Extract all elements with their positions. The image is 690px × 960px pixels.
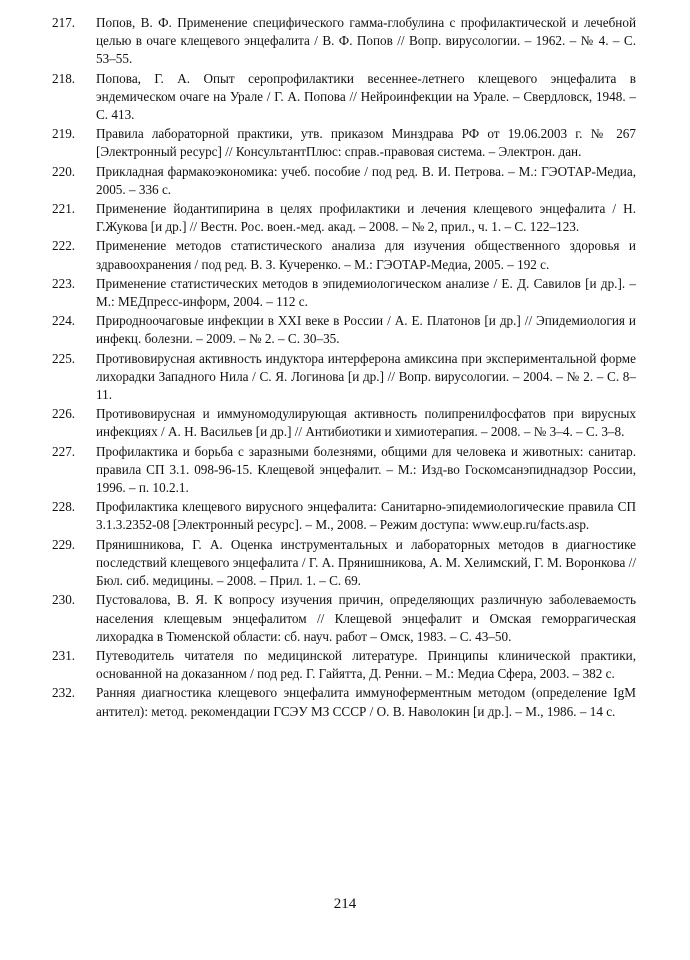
reference-text: Профилактика и борьба с заразными болезнями, общими для человека и животных: санитар. правила СП 3.1. 098-96-15. Клещевой энцефалит. – М.: Изд-во Госкомсанэпиднадзор России, 1996. – п. 10.2.1. (96, 443, 636, 496)
reference-item (52, 200, 636, 236)
reference-number: 229. (52, 536, 76, 552)
reference-item (52, 443, 636, 498)
reference-item (52, 14, 636, 69)
reference-item (52, 70, 636, 125)
reference-number: 225. (52, 350, 76, 366)
reference-text: Путеводитель читателя по медицинской литературе. Принципы клинической практики, основанной на доказанном / под ред. Г. Гайятта, Д. Ренни. – М.: Медиа Сфера, 2003. – 382 с. (96, 647, 636, 682)
reference-text: Природноочаговые инфекции в XXI веке в России / А. Е. Платонов [и др.] // Эпидемиология и инфекц. болезни. – 2009. – № 2. – С. 30–35. (96, 313, 636, 347)
reference-item (52, 237, 636, 273)
reference-list (52, 14, 636, 722)
reference-text: Попова, Г. А. Опыт серопрофилактики весеннее-летнего клещевого энцефалита в эндемическом очаге на Урале / Г. А. Попова // Нейроинфекции на Урале. – Свердловск, 1948. – С. 413. (96, 70, 636, 123)
reference-item (52, 275, 636, 311)
reference-number: 219. (52, 126, 76, 142)
reference-item (52, 647, 636, 683)
reference-item (52, 163, 636, 199)
reference-number: 227. (52, 443, 76, 459)
reference-number: 230. (52, 592, 76, 608)
reference-number: 223. (52, 275, 76, 291)
reference-number: 221. (52, 201, 76, 217)
reference-number: 217. (52, 15, 76, 30)
reference-text: Ранняя диагностика клещевого энцефалита иммуноферментным методом (определение IgM антител): метод. рекомендации ГСЭУ МЗ СССР / О. В. Наволокин [и др.]. – М., 1986. – 14 с. (96, 685, 636, 719)
reference-text: Прикладная фармакоэкономика: учеб. пособие / под ред. В. И. Петрова. – М.: ГЭОТАР-Медиа, 2005. – 336 с. (96, 163, 636, 197)
reference-text: Противовирусная и иммуномодулирующая активность полипренилфосфатов при вирусных инфекциях / А. Н. Васильев [и др.] // Антибиотики и химиотерапия. – 2008. – № 3–4. – С. 3–8. (96, 406, 636, 440)
reference-number: 220. (52, 163, 76, 179)
reference-item (52, 350, 636, 405)
reference-number: 226. (52, 406, 76, 422)
reference-text: Профилактика клещевого вирусного энцефалита: Санитарно-эпидемиологические правила СП 3.1.3.2352-08 [Электронный ресурс]. – М., 2008. – Режим доступа: www.eup.ru/facts.asp. (96, 499, 636, 533)
reference-item (52, 684, 636, 720)
reference-text: Применение йодантипирина в целях профилактики и лечения клещевого энцефалита / Н. Г.Жукова [и др.] // Вестн. Рос. воен.-мед. акад. – 2008. – № 2, прил., ч. 1. – С. 122–123. (96, 201, 636, 235)
reference-item (52, 536, 636, 591)
reference-item (52, 312, 636, 348)
reference-text: Применение статистических методов в эпидемиологическом анализе / Е. Д. Савилов [и др.]. – М.: МЕДпресс-информ, 2004. – 112 с. (96, 275, 636, 310)
reference-number: 231. (52, 647, 76, 663)
reference-item (52, 591, 636, 646)
reference-number: 222. (52, 238, 76, 254)
reference-number: 232. (52, 685, 76, 701)
reference-item (52, 498, 636, 534)
reference-number: 228. (52, 499, 76, 515)
reference-number: 218. (52, 70, 76, 86)
reference-text: Противовирусная активность индуктора интерферона амиксина при экспериментальной форме лихорадки Западного Нила / С. Я. Логинова [и др.] // Вопр. вирусологии. – 2004. – № 2. – С. 8–11. (96, 350, 636, 403)
reference-item (52, 125, 636, 161)
reference-text: Применение методов статистического анализа для изучения общественного здоровья и здравоохранения / под ред. В. З. Кучеренко. – М.: ГЭОТАР-Медиа, 2005. – 192 с. (96, 238, 636, 272)
reference-text: Правила лабораторной практики, утв. приказом Минздрава РФ от 19.06.2003 г. № 267 [Электронный ресурс] // КонсультантПлюс: справ.-правовая система. – Электрон. дан. (96, 126, 636, 160)
page-number: 214 (333, 896, 357, 912)
reference-text: Пустовалова, В. Я. К вопросу изучения причин, определяющих различную заболеваемость населения клещевым энцефалитом // Клещевой энцефалит и Омская геморрагическая лихорадка в Тюменской области: сб. науч. работ – Омск, 1983. – С. 43–50. (96, 592, 636, 644)
reference-text: Прянишникова, Г. А. Оценка инструментальных и лабораторных методов в диагностике последствий клещевого энцефалита / Г. А. Прянишникова, А. М. Хелимский, Г. М. Воронкова // Бюл. сиб. медицины. – 2008. – Прил. 1. – С. 69. (96, 536, 636, 589)
reference-item (52, 405, 636, 441)
reference-number: 224. (52, 313, 76, 329)
reference-text: Попов, В. Ф. Применение специфического гамма-глобулина с профилактической и лечебной целью в очаге клещевого энцефалита / В. Ф. Попов // Вопр. вирусологии. – 1962. – № 4. – С. 53–55. (96, 15, 636, 67)
